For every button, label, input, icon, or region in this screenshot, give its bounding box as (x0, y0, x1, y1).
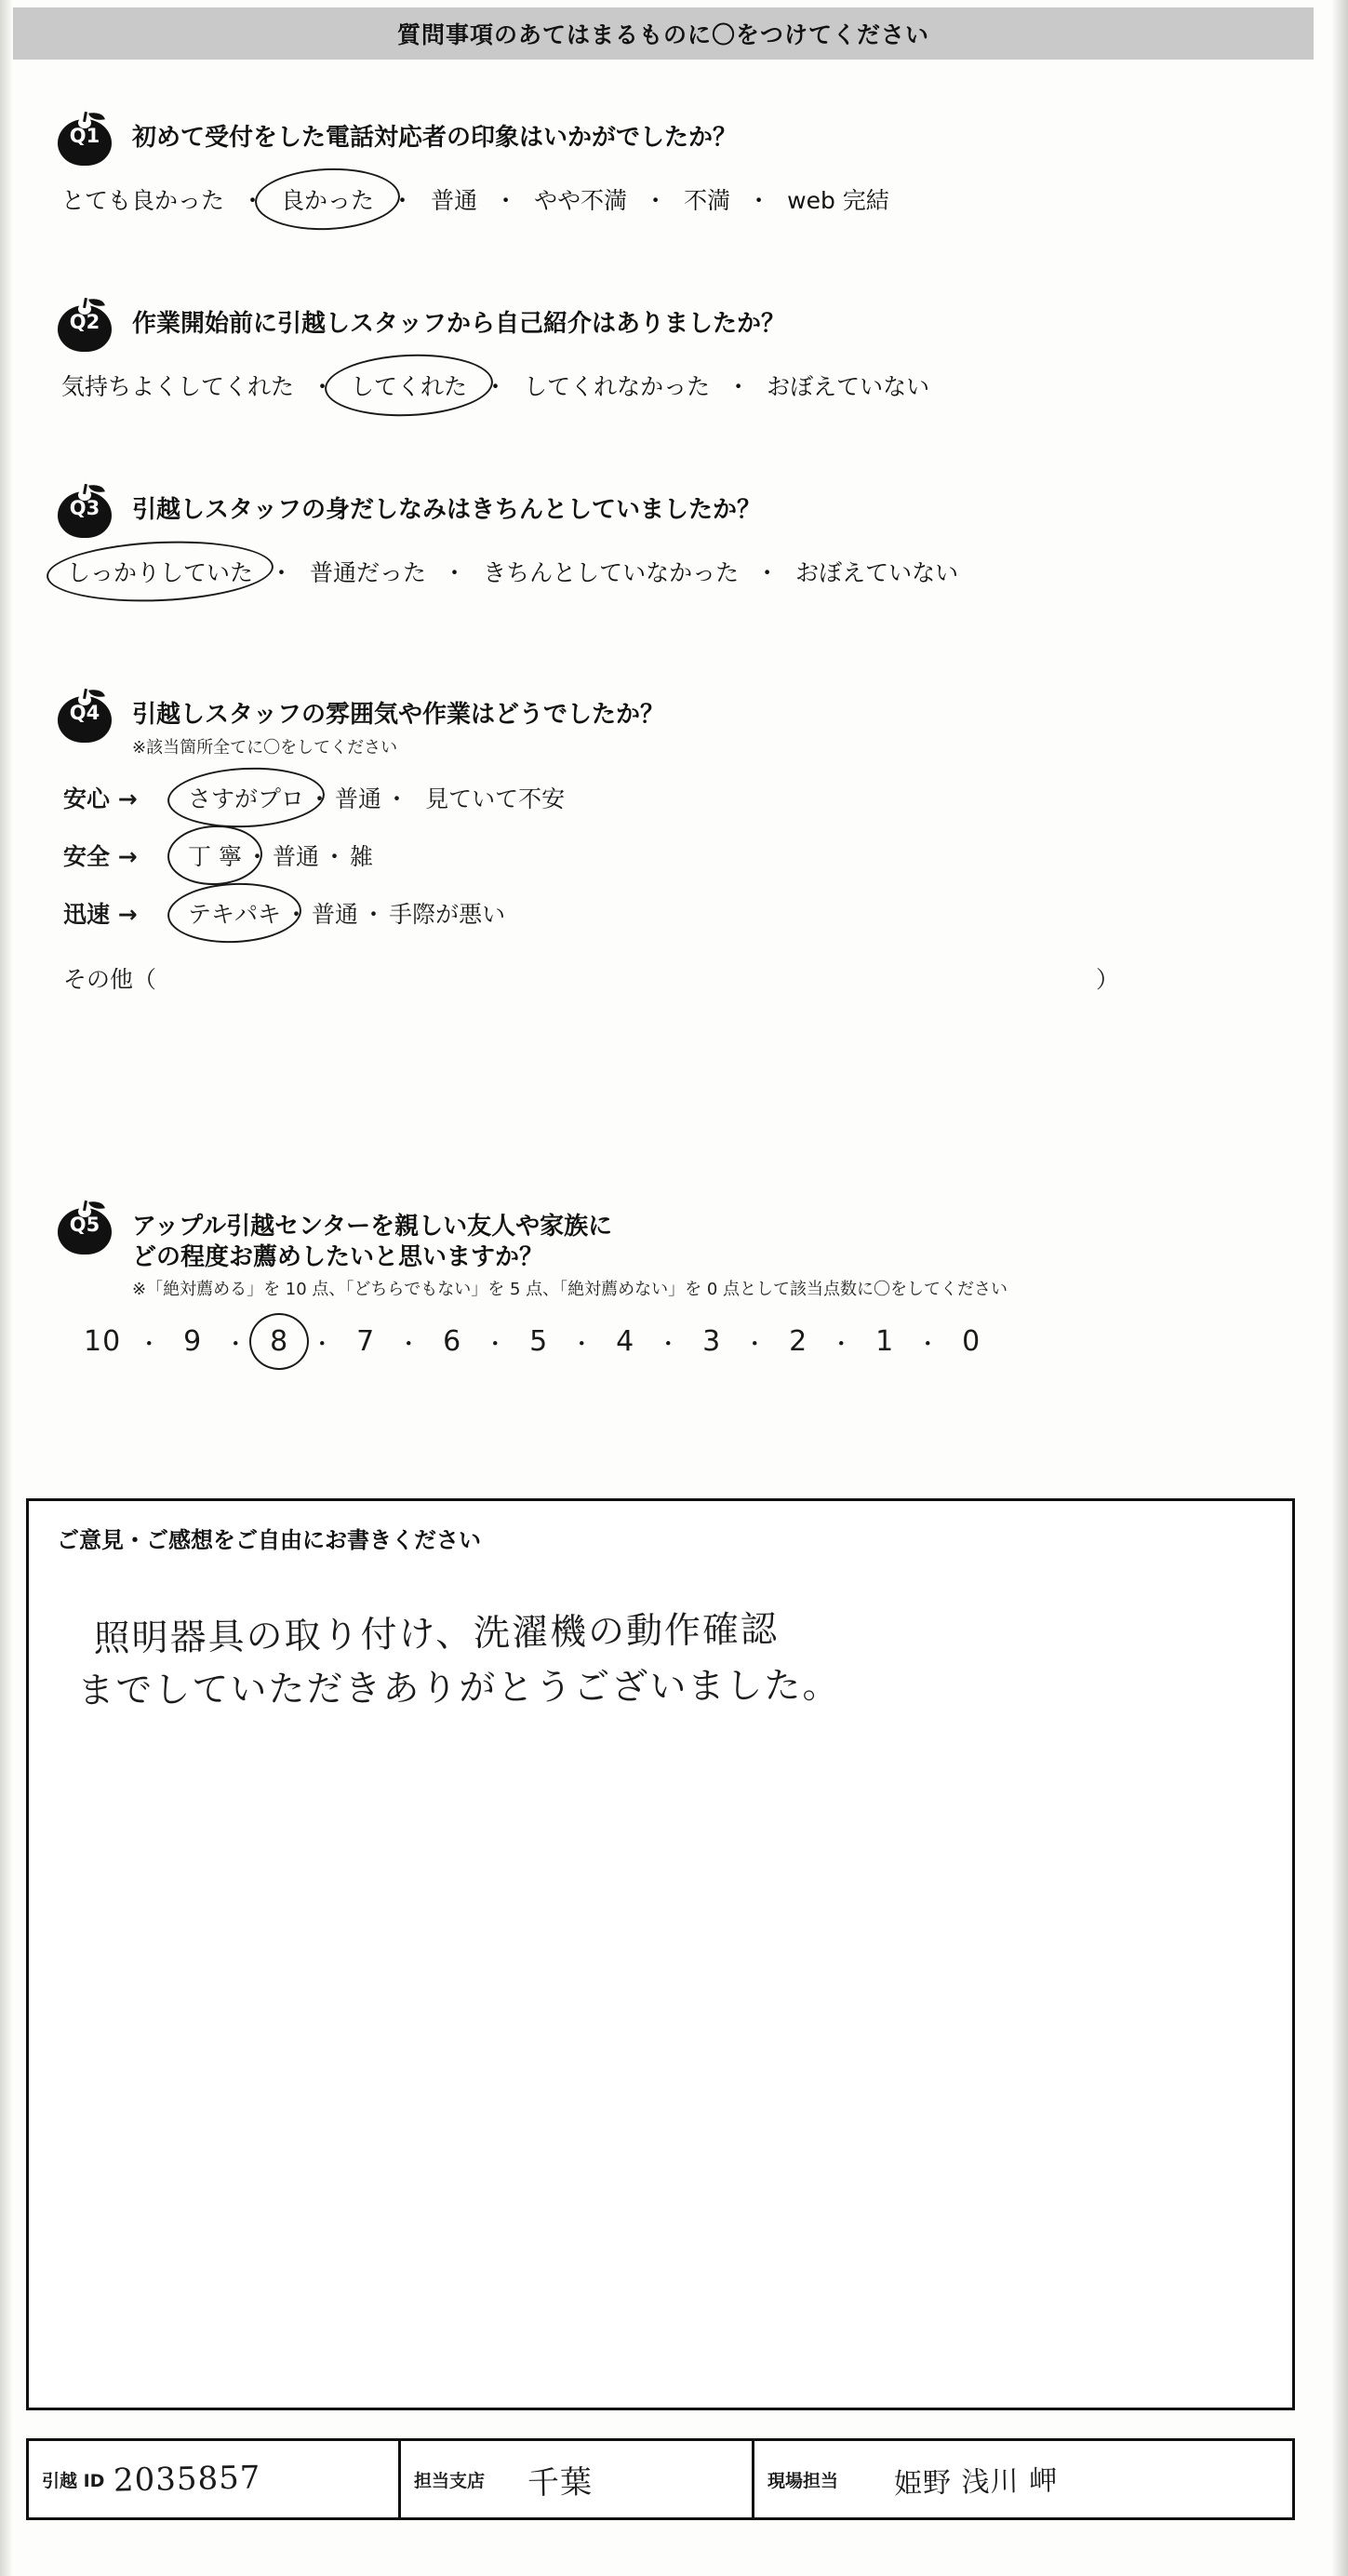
q4-anzen-option-2[interactable]: 雑 (350, 843, 374, 870)
q4-other-row (63, 961, 1348, 995)
apple-badge-icon (58, 112, 112, 166)
separator: ・ (484, 1330, 508, 1357)
question-block-q4 (0, 689, 1348, 995)
q4-jinsoku-label: 迅速 (63, 901, 111, 928)
q2-options (58, 367, 1348, 404)
q4-other-close: ） (1096, 966, 1120, 993)
footer-site-label: 現場担当 (767, 2470, 839, 2491)
separator: ・ (644, 187, 668, 214)
comment-line-2: までしていただきありがとうございました。 (77, 1665, 841, 1713)
q1-option-2[interactable]: 普通 (431, 187, 478, 214)
header-bar (13, 7, 1314, 60)
q1-options (58, 181, 1348, 218)
comment-line-1: 照明器具の取り付け、洗濯機の動作確認 (93, 1608, 780, 1660)
footer-table (26, 2438, 1295, 2520)
separator: ・ (743, 1330, 767, 1357)
comment-box[interactable] (26, 1498, 1295, 2410)
separator: ・ (916, 1330, 941, 1357)
footer-branch-value: 千葉 (527, 2462, 594, 2502)
q4-other-label: その他（ (63, 966, 157, 993)
q5-scale-10[interactable]: 10 (84, 1324, 122, 1358)
q2-option-1[interactable]: してくれた (347, 367, 471, 404)
q5-scale-6[interactable]: 6 (443, 1324, 462, 1358)
q2-option-0[interactable]: 気持ちよくしてくれた (61, 373, 295, 400)
q5-title-line1: アップル引越センターを親しい友人や家族に (132, 1213, 613, 1241)
q4-title-wrap (132, 689, 664, 758)
q3-option-3[interactable]: おぼえていない (795, 559, 959, 586)
q5-number: Q5 (69, 1214, 100, 1236)
q2-option-3[interactable]: おぼえていない (767, 373, 930, 400)
separator: ・ (494, 187, 518, 214)
question-block-q5 (0, 1201, 1348, 1358)
separator: ・ (397, 1330, 421, 1357)
arrow-icon: → (117, 785, 138, 812)
q4-note: ※該当箇所全てに〇をしてください (132, 737, 398, 758)
q3-option-2[interactable]: きちんとしていなかった (483, 559, 740, 586)
q4-row-jinsoku-lead (63, 896, 184, 930)
page-title: 質問事項のあてはまるものに〇をつけてください (396, 21, 929, 48)
apple-badge-icon (58, 1201, 112, 1254)
separator: ・ (657, 1330, 681, 1357)
q4-jinsoku-option-2[interactable]: 手際が悪い (389, 901, 506, 928)
q5-scale (82, 1325, 1348, 1358)
comment-handwriting (77, 1595, 1276, 1724)
q1-option-4[interactable]: 不満 (684, 187, 731, 214)
footer-cell-id (29, 2441, 401, 2517)
q4-anzen-option-0[interactable]: 丁 寧 (184, 837, 246, 874)
q4-number: Q4 (69, 702, 100, 724)
q4-anshin-label: 安心 (63, 785, 111, 812)
separator: ・ (245, 843, 269, 870)
q4-row-jinsoku (63, 894, 1348, 932)
q2-title: 作業開始前に引越しスタッフから自己紹介はありましたか？ (132, 310, 786, 338)
q5-title-line2: どの程度お薦めしたいと思いますか？ (132, 1242, 544, 1271)
q5-head (0, 1201, 1348, 1301)
separator: ・ (747, 187, 771, 214)
q4-jinsoku-option-1[interactable]: 普通 (312, 901, 359, 928)
separator: ・ (308, 785, 332, 812)
separator: ・ (484, 373, 508, 400)
q5-scale-8[interactable]: 8 (262, 1325, 296, 1358)
separator: ・ (362, 901, 386, 928)
separator: ・ (138, 1330, 162, 1357)
separator: ・ (570, 1330, 594, 1357)
apple-badge-icon (58, 689, 112, 743)
separator: ・ (270, 559, 294, 586)
apple-badge-icon (58, 484, 112, 538)
separator: ・ (755, 559, 780, 586)
q4-row-anzen-lead (63, 839, 184, 872)
footer-branch-label: 担当支店 (414, 2470, 486, 2491)
q3-head (0, 484, 1348, 538)
q4-row-anshin-lead (63, 781, 184, 814)
q5-scale-3[interactable]: 3 (702, 1324, 722, 1358)
q2-option-2[interactable]: してくれなかった (524, 373, 711, 400)
separator: ・ (727, 373, 751, 400)
q5-note: ※「絶対薦める」を 10 点、「どちらでもない」を 5 点、「絶対薦めない」を 0 点として該当点数に〇をしてください (132, 1280, 1008, 1299)
q3-option-1[interactable]: 普通だった (310, 559, 427, 586)
q4-anzen-label: 安全 (63, 843, 111, 870)
separator: ・ (391, 187, 415, 214)
q5-scale-9[interactable]: 9 (183, 1324, 203, 1358)
q4-jinsoku-option-0[interactable]: テキパキ (184, 894, 285, 932)
q4-anshin-option-2[interactable]: 見ていて不安 (425, 785, 566, 812)
q1-option-1[interactable]: 良かった (277, 181, 378, 218)
q1-number: Q1 (69, 125, 100, 147)
q5-scale-7[interactable]: 7 (356, 1324, 376, 1358)
apple-badge-icon (58, 298, 112, 352)
q3-option-0[interactable]: しっかりしていた (63, 553, 257, 590)
separator: ・ (830, 1330, 854, 1357)
separator: ・ (285, 901, 309, 928)
q3-number: Q3 (69, 497, 100, 519)
q1-option-5[interactable]: web 完結 (787, 187, 889, 214)
arrow-icon: → (117, 901, 138, 928)
question-block-q3 (0, 484, 1348, 590)
q5-scale-4[interactable]: 4 (616, 1324, 635, 1358)
arrow-icon: → (117, 843, 138, 870)
q5-scale-2[interactable]: 2 (789, 1324, 808, 1358)
separator: ・ (385, 785, 409, 812)
footer-id-value: 2035857 (113, 2459, 262, 2500)
separator: ・ (241, 187, 265, 214)
q1-option-3[interactable]: やや不満 (534, 187, 628, 214)
footer-site-value: 姫野 浅川 岬 (893, 2464, 1059, 2501)
q4-anshin-option-0[interactable]: さすがプロ (184, 779, 308, 816)
question-block-q2 (0, 298, 1348, 404)
q1-head (0, 112, 1348, 166)
q5-scale-1[interactable]: 1 (875, 1324, 895, 1358)
separator: ・ (224, 1330, 248, 1357)
question-block-q1 (0, 112, 1348, 218)
q5-scale-5[interactable]: 5 (529, 1324, 549, 1358)
q5-scale-0[interactable]: 0 (962, 1324, 981, 1358)
footer-cell-site (754, 2441, 1292, 2517)
q1-option-0[interactable]: とても良かった (61, 187, 225, 214)
footer-cell-branch (401, 2441, 754, 2517)
footer-id-label: 引越 ID (42, 2470, 105, 2491)
separator: ・ (311, 1330, 335, 1357)
q4-title: 引越しスタッフの雰囲気や作業はどうでしたか？ (132, 701, 665, 729)
q4-head (0, 689, 1348, 758)
q4-row-anzen (63, 837, 1348, 874)
q2-head (0, 298, 1348, 352)
q4-anshin-option-1[interactable]: 普通 (335, 785, 382, 812)
q4-row-anshin (63, 779, 1348, 816)
q3-options (63, 553, 1348, 590)
separator: ・ (311, 373, 335, 400)
separator: ・ (322, 843, 346, 870)
q2-number: Q2 (69, 311, 100, 333)
q4-anzen-option-1[interactable]: 普通 (272, 843, 319, 870)
q3-title: 引越しスタッフの身だしなみはきちんとしていましたか？ (132, 496, 762, 524)
q1-title: 初めて受付をした電話対応者の印象はいかがでしたか？ (132, 124, 738, 152)
separator: ・ (443, 559, 467, 586)
q5-title-wrap (132, 1201, 1008, 1301)
comment-label: ご意見・ご感想をご自由にお書きください (57, 1527, 481, 1553)
